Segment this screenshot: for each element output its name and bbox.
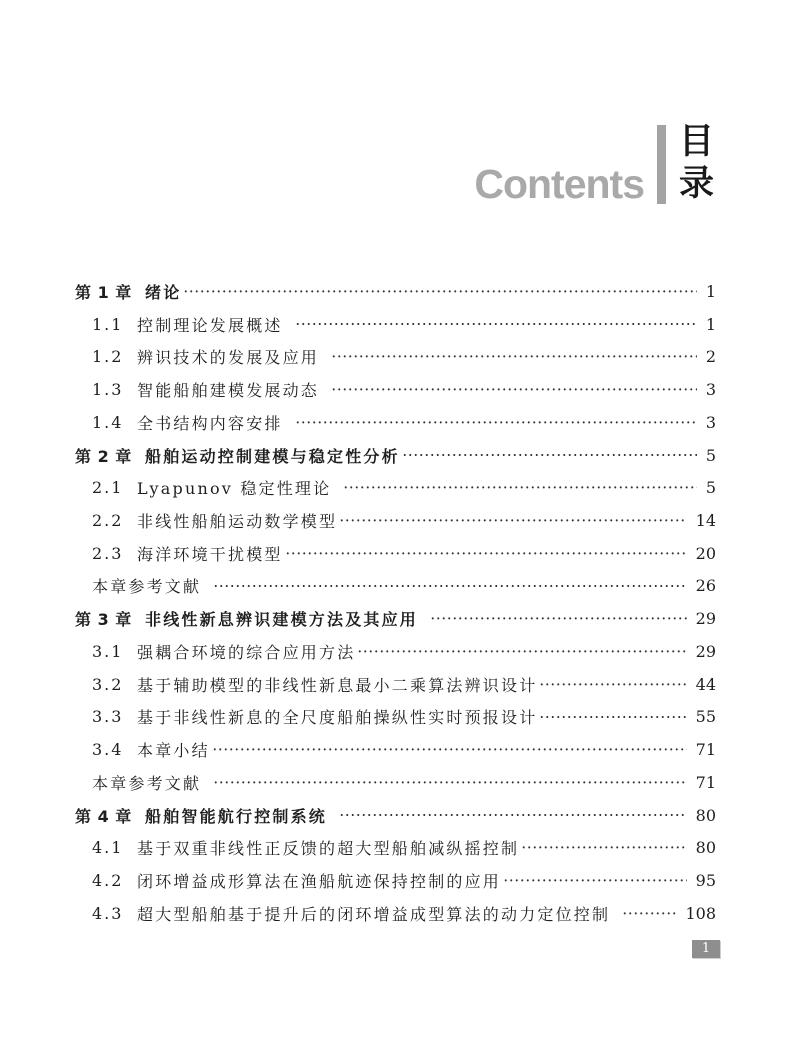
section-title: 基于双重非线性正反馈的超大型船舶减纵摇控制 [137, 839, 520, 859]
dot-leader [402, 439, 697, 472]
toc-section-1-2 [75, 340, 716, 373]
section-number: 1.2 [92, 347, 124, 367]
references-title: 本章参考文献 [92, 773, 202, 793]
dot-leader [539, 701, 686, 734]
dot-leader [622, 897, 676, 930]
page-number: 80 [695, 805, 716, 825]
page-number: 5 [705, 478, 716, 498]
section-title: 海洋环境干扰模型 [137, 544, 283, 564]
section-number: 3.1 [92, 641, 124, 661]
section-number: 3.4 [92, 740, 124, 760]
page-number: 95 [695, 871, 716, 891]
dot-leader [213, 570, 686, 603]
page-number: 108 [685, 903, 716, 923]
page-number-badge: 1 [692, 940, 720, 958]
section-number: 2.2 [92, 511, 124, 530]
section-number: 3.2 [92, 674, 124, 694]
dot-leader [295, 406, 697, 439]
page-number: 3 [705, 380, 716, 400]
dot-leader [357, 635, 686, 668]
contents-heading-chinese [679, 121, 714, 205]
page-number: 26 [695, 576, 716, 596]
contents-heading-english: Contents [474, 161, 644, 207]
section-number: 2.3 [92, 543, 124, 563]
toc-section-4-2 [75, 864, 716, 897]
dot-leader [212, 733, 687, 766]
toc-section-3-4 [75, 733, 716, 766]
toc-section-2-1 [75, 471, 716, 504]
page-number: 29 [695, 609, 716, 629]
chapter-label: 第 1 章 [75, 282, 132, 302]
page-number: 29 [695, 641, 716, 661]
dot-leader [521, 831, 686, 864]
toc-section-4-3 [75, 897, 716, 930]
section-number: 3.3 [92, 707, 124, 727]
toc-section-2-3 [75, 537, 716, 570]
section-number: 4.2 [92, 871, 124, 891]
toc-chapter-3 [75, 602, 716, 635]
toc-section-1-3 [75, 373, 716, 406]
page-number: 20 [695, 543, 716, 563]
toc-section-3-3 [75, 701, 716, 734]
page-number: 71 [695, 740, 716, 760]
dot-leader [430, 602, 687, 635]
page-number: 44 [695, 674, 716, 694]
section-title: 基于辅助模型的非线性新息最小二乘算法辨识设计 [137, 675, 538, 695]
section-title: 辨识技术的发展及应用 [137, 348, 320, 368]
table-of-contents [75, 275, 716, 930]
section-number: 1.4 [92, 412, 124, 432]
chapter-title: 船舶运动控制建模与稳定性分析 [145, 446, 400, 466]
toc-chapter-1 [75, 275, 716, 308]
section-title: Lyapunov 稳定性理论 [137, 479, 332, 499]
page-number: 14 [695, 511, 716, 530]
section-title: 本章小结 [137, 741, 210, 761]
toc-section-3-1 [75, 635, 716, 668]
references-title: 本章参考文献 [92, 577, 202, 597]
chapter-title: 船舶智能航行控制系统 [145, 806, 328, 826]
section-title: 强耦合环境的综合应用方法 [137, 642, 356, 662]
dot-leader [183, 275, 696, 308]
dot-leader [539, 668, 686, 701]
toc-section-2-2 [75, 504, 716, 537]
section-number: 1.3 [92, 380, 124, 400]
section-title: 非线性船舶运动数学模型 [137, 512, 338, 531]
toc-section-1-4 [75, 406, 716, 439]
page-number: 80 [695, 838, 716, 858]
dot-leader [339, 504, 686, 537]
toc-references-chapter-3 [75, 766, 716, 799]
chapter-title: 绪论 [145, 282, 182, 302]
section-title: 控制理论发展概述 [137, 315, 283, 335]
page-number: 2 [705, 347, 716, 367]
toc-section-1-1 [75, 308, 716, 341]
chapter-label: 第 3 章 [75, 610, 132, 630]
toc-chapter-2 [75, 439, 716, 472]
dot-leader [285, 537, 687, 570]
section-title: 闭环增益成形算法在渔船航迹保持控制的应用 [137, 872, 502, 892]
section-title: 基于非线性新息的全尺度船舶操纵性实时预报设计 [137, 708, 538, 728]
section-title: 全书结构内容安排 [137, 413, 283, 433]
heading-divider-bar [657, 125, 666, 204]
section-number: 2.1 [92, 478, 124, 498]
dot-leader [339, 799, 687, 832]
page-number: 3 [705, 412, 716, 432]
page-number: 5 [705, 445, 716, 465]
chapter-title: 非线性新息辨识建模方法及其应用 [145, 610, 419, 630]
toc-section-3-2 [75, 668, 716, 701]
section-title: 超大型船舶基于提升后的闭环增益成型算法的动力定位控制 [137, 904, 611, 924]
section-title: 智能船舶建模发展动态 [137, 381, 320, 401]
section-number: 4.1 [92, 838, 124, 858]
dot-leader [295, 308, 697, 341]
chapter-label: 第 4 章 [75, 806, 132, 826]
page-number: 1 [705, 314, 716, 334]
dot-leader [343, 471, 696, 504]
page-number: 1 [705, 281, 716, 301]
toc-references-chapter-2 [75, 570, 716, 603]
heading-char-lu: 录 [679, 164, 715, 204]
heading-char-mu: 目 [679, 122, 715, 162]
toc-chapter-4 [75, 799, 716, 832]
dot-leader [331, 340, 697, 373]
chapter-label: 第 2 章 [75, 446, 132, 466]
toc-section-4-1 [75, 831, 716, 864]
dot-leader [213, 766, 686, 799]
page-number: 71 [695, 772, 716, 792]
section-number: 1.1 [92, 314, 124, 334]
dot-leader [503, 864, 687, 897]
section-number: 4.3 [92, 903, 124, 923]
dot-leader [331, 373, 697, 406]
page-number: 55 [695, 707, 716, 727]
